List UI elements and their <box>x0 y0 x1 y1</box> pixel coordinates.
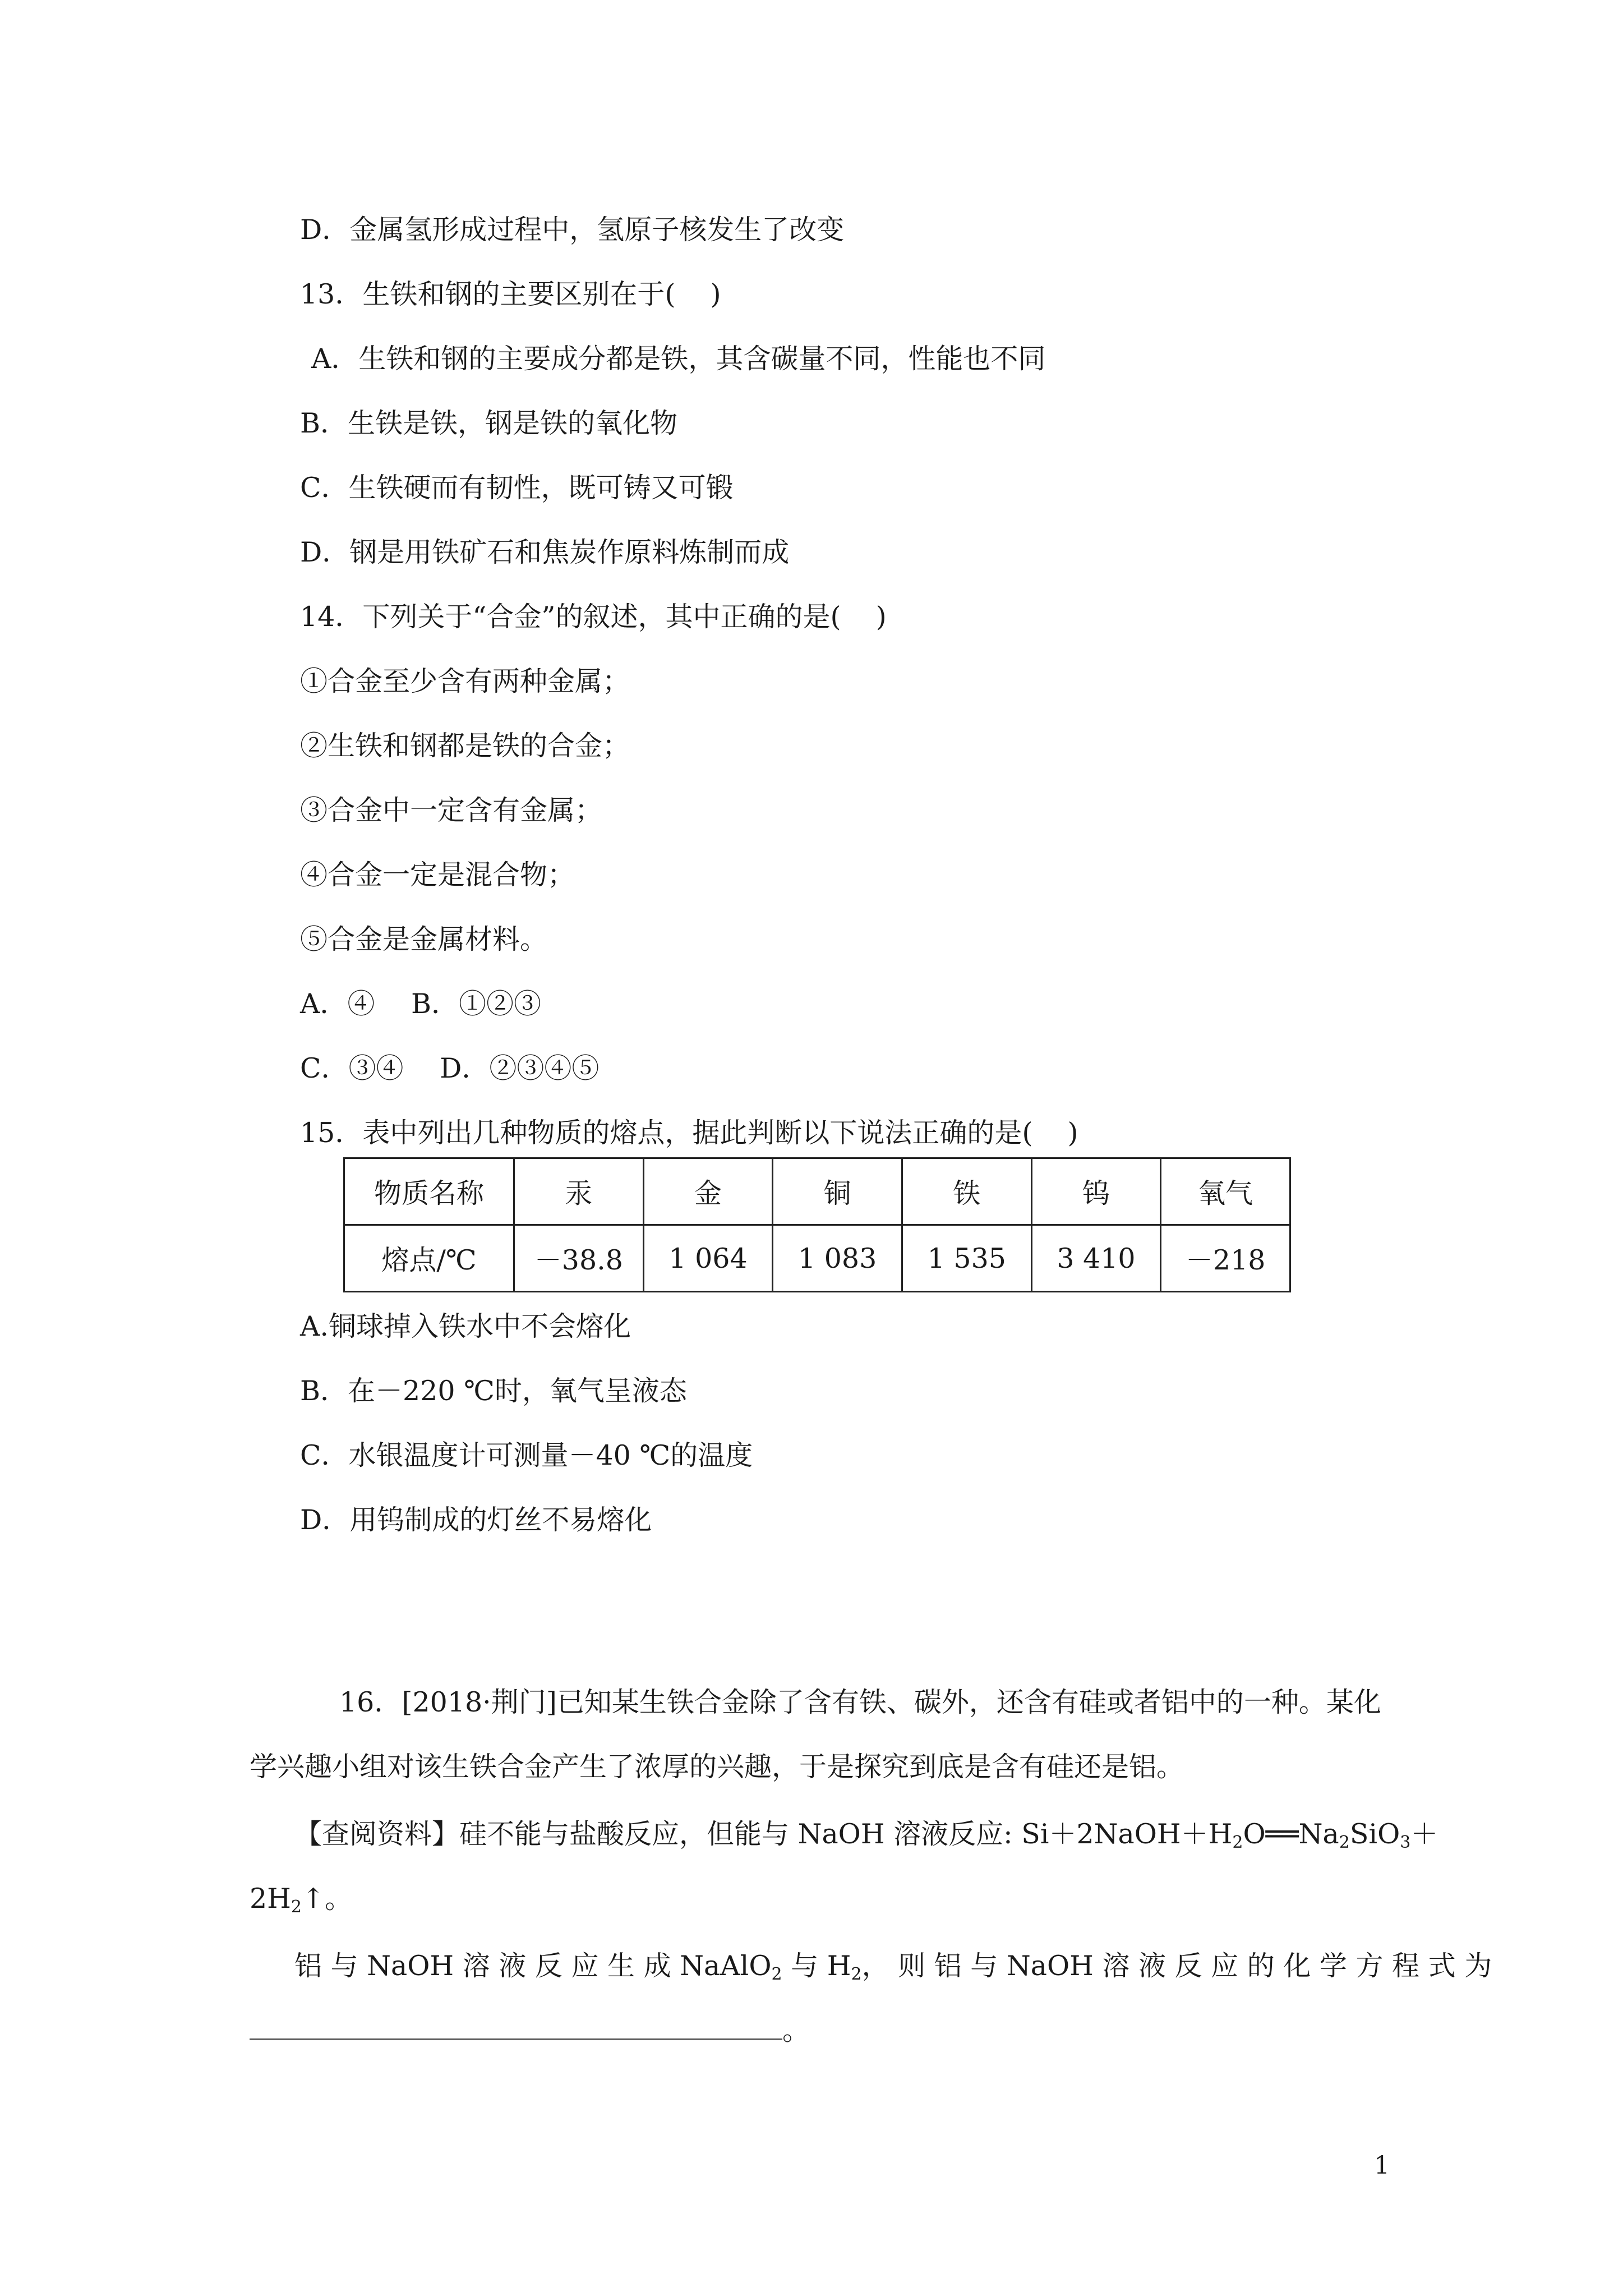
q15-option-b: B．在－220 ℃时，氧气呈液态 <box>300 1375 687 1407</box>
q13-stem: 13．生铁和钢的主要区别在于( ) <box>300 278 721 310</box>
table-row <box>344 1225 1290 1292</box>
q13-option-d: D．钢是用铁矿石和焦炭作原料炼制而成 <box>300 536 790 568</box>
q14-options-ab: A．④ B．①②③ <box>300 988 541 1020</box>
table-cell: 铁 <box>902 1158 1031 1225</box>
q14-statement-4: ④合金一定是混合物； <box>300 859 575 891</box>
q14-statement-3: ③合金中一定含有金属； <box>300 794 603 826</box>
table-cell: 氧气 <box>1161 1158 1290 1225</box>
answer-blank[interactable] <box>250 2018 782 2040</box>
table-cell: －218 <box>1161 1225 1290 1292</box>
table-cell: 金 <box>643 1158 773 1225</box>
table-cell: 铜 <box>773 1158 902 1225</box>
table-cell: 1 064 <box>643 1225 773 1292</box>
q12-option-d: D．金属氢形成过程中，氢原子核发生了改变 <box>300 214 845 246</box>
q16-reference-line-cont: $2H_2↑$。 <box>250 1883 353 1917</box>
table-cell: 汞 <box>514 1158 644 1225</box>
q14-options-cd: C．③④ D．②③④⑤ <box>300 1052 600 1084</box>
q16-paragraph-line-1: 16．[2018·荆门]已知某生铁合金除了含有铁、碳外，还含有硅或者铝中的一种。某化 <box>339 1686 1381 1718</box>
q16-paragraph-line-2: 学兴趣小组对该生铁合金产生了浓厚的兴趣，于是探究到底是含有硅还是铝。 <box>250 1751 1184 1783</box>
table-header-row <box>344 1158 1290 1225</box>
page-number: 1 <box>1374 2151 1390 2180</box>
q15-option-a: A.铜球掉入铁水中不会熔化 <box>300 1310 631 1342</box>
q15-option-c: C．水银温度计可测量－40 ℃的温度 <box>300 1439 753 1471</box>
q16-reference-line: 【查阅资料】硅不能与盐酸反应，但能与 NaOH 溶液反应: $Si+2NaOH+H_2O══Na_2SiO_3+$ <box>294 1818 1438 1852</box>
table-cell: －38.8 <box>514 1225 644 1292</box>
q14-statement-1: ①合金至少含有两种金属； <box>300 665 630 697</box>
melting-point-table <box>343 1157 1291 1292</box>
q13-option-c: C．生铁硬而有韧性，既可铸又可锻 <box>300 472 734 504</box>
table-cell: 1 535 <box>902 1225 1031 1292</box>
q14-statement-5: ⑤合金是金属材料。 <box>300 923 548 955</box>
table-cell: 熔点/℃ <box>344 1225 514 1292</box>
q15-stem: 15．表中列出几种物质的熔点，据此判断以下说法正确的是( ) <box>300 1117 1078 1149</box>
table-cell: 钨 <box>1031 1158 1161 1225</box>
q16-aluminum-line: 铝 与 NaOH 溶 液 反 应 生 成 NaAlO$_2$ 与 $H_2$， 则 铝 与 NaOH 溶 液 反 应 的 化 学 方 程 式 为 <box>294 1950 1492 1984</box>
table-cell: 1 083 <box>773 1225 902 1292</box>
q13-option-a: A．生铁和钢的主要成分都是铁，其含碳量不同，性能也不同 <box>311 343 1046 375</box>
q16-answer-line: 。 <box>250 2014 810 2047</box>
q14-statement-2: ②生铁和钢都是铁的合金； <box>300 730 630 762</box>
q14-stem: 14．下列关于“合金”的叙述，其中正确的是( ) <box>300 601 887 633</box>
q13-option-b: B．生铁是铁，钢是铁的氧化物 <box>300 407 678 439</box>
table-cell: 3 410 <box>1031 1225 1161 1292</box>
q15-option-d: D．用钨制成的灯丝不易熔化 <box>300 1504 652 1536</box>
table-cell: 物质名称 <box>344 1158 514 1225</box>
